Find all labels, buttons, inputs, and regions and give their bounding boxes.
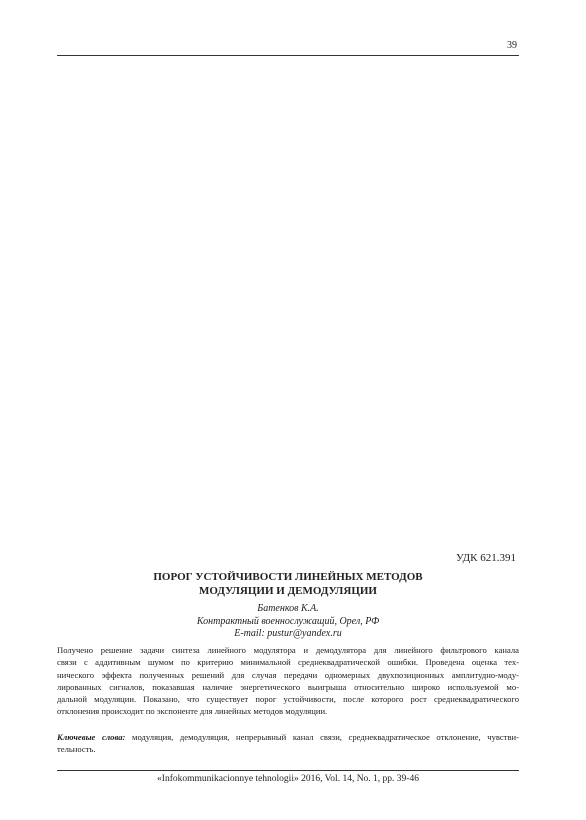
author-block xyxy=(57,603,519,641)
abstract-line: отклонения происходит по экспоненте для линейных методов модуляции. xyxy=(57,706,328,717)
title-line-2: МОДУЛЯЦИИ И ДЕМОДУЛЯЦИИ xyxy=(198,585,377,597)
author-email: E-mail: pustur@yandex.ru xyxy=(234,628,342,639)
keywords xyxy=(57,731,519,755)
keywords-text-1: модуляция, демодуляция, непрерывный канал связи, среднеквадратическое отклонение, чувстви- xyxy=(125,732,519,742)
abstract-line: нического эффекта полученных решений для случая передачи одномерных двухпозиционных амплитудно-моду- xyxy=(57,669,519,680)
author-affiliation: Контрактный военнослужащий, Орел, РФ xyxy=(196,615,380,627)
title-line-1: ПОРОГ УСТОЙЧИВОСТИ ЛИНЕЙНЫХ МЕТОДОВ xyxy=(153,571,423,583)
keywords-text-2: тельность. xyxy=(57,744,96,754)
abstract xyxy=(57,644,519,718)
abstract-line: дальной модуляции. Показано, что существует порог устойчивости, после которого рост среднеквадратического xyxy=(57,694,519,705)
abstract-line: лированных сигналов, показавшая наличие энергетического выигрыша относительно широко используемой мо- xyxy=(57,681,519,692)
page-number: 39 xyxy=(507,40,517,51)
keywords-label: Ключевые слова: xyxy=(57,732,126,742)
author-name: Батенков К.А. xyxy=(257,603,319,614)
abstract-line: связи с аддитивным шумом по критерию минимальной среднеквадратической ошибки. Проведена оценка тех- xyxy=(57,657,519,668)
footer-rule xyxy=(57,770,519,771)
footer-citation: «Infokommunikacionnye tehnologii» 2016, Vol. 14, No. 1, pp. 39-46 xyxy=(157,774,419,784)
abstract-line: Получено решение задачи синтеза линейного модулятора и демодулятора для линейного фильтрового канала xyxy=(57,645,519,655)
udk-code: УДК 621.391 xyxy=(455,552,516,564)
header-rule xyxy=(57,55,519,56)
keywords-line-1 xyxy=(57,731,519,743)
article-title xyxy=(57,570,519,598)
